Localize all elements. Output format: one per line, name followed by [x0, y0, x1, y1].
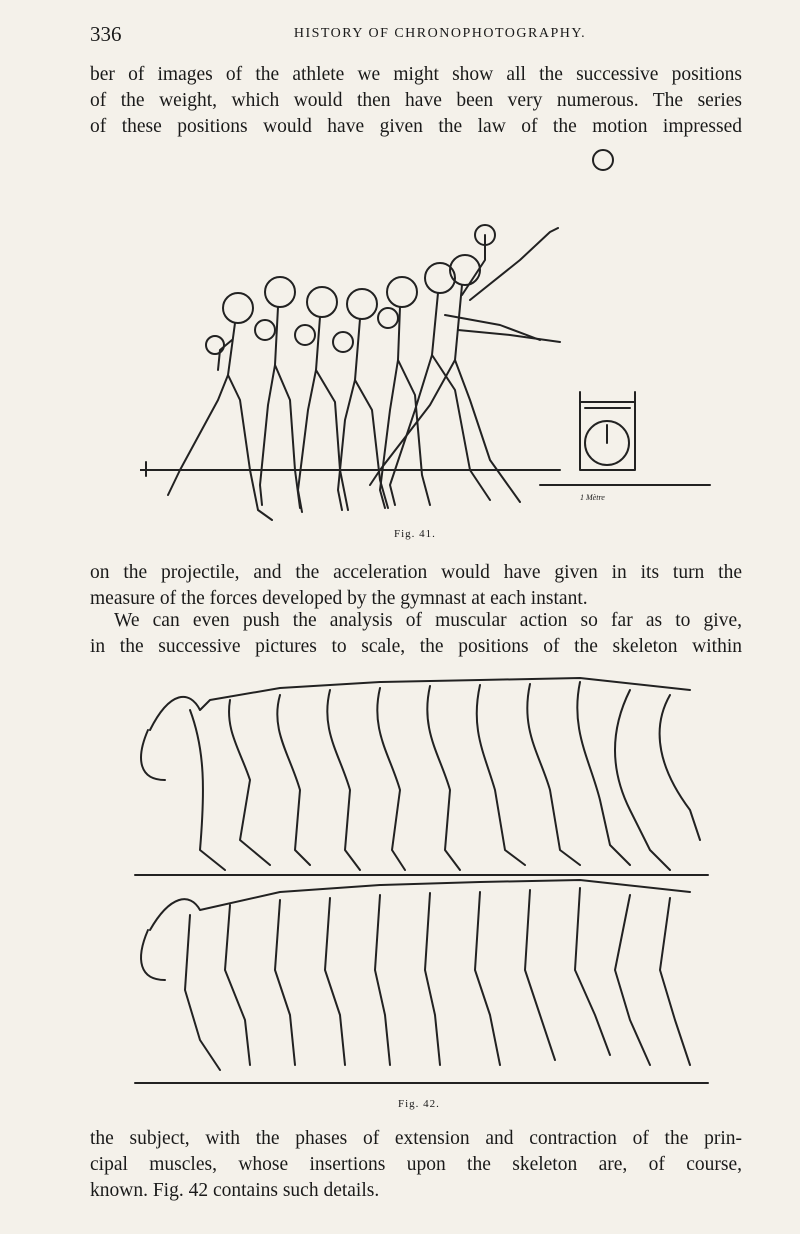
- text-line: cipal muscles, whose insertions upon the skeleton are, of course,: [90, 1154, 742, 1175]
- figure-41-athlete-illustration: [140, 140, 750, 525]
- text-line: of the weight, which would then have been very numerous. The series: [90, 90, 742, 111]
- text-line: known. Fig. 42 contains such details.: [90, 1180, 380, 1201]
- running-head: HISTORY OF CHRONOPHOTOGRAPHY.: [293, 26, 587, 41]
- paragraph-3: [90, 608, 742, 660]
- text-line: measure of the forces developed by the gymnast at each instant.: [90, 588, 588, 609]
- text-line: of these positions would have given the law of the motion impressed: [90, 116, 742, 137]
- figure-41-caption: Fig. 41.: [394, 528, 436, 540]
- figure-42-caption: Fig. 42.: [398, 1098, 440, 1110]
- text-line: in the successive pictures to scale, the positions of the skeleton within: [90, 636, 742, 657]
- text-line: We can even push the analysis of muscular action so far as to give,: [114, 610, 742, 631]
- paragraph-1: [90, 62, 742, 140]
- page-header: [90, 22, 750, 48]
- paragraph-4: [90, 1126, 742, 1204]
- scale-label: 1 Mètre: [580, 493, 605, 502]
- paragraph-2: [90, 560, 742, 612]
- page-number: 336: [90, 22, 122, 46]
- text-line: on the projectile, and the acceleration would have given in its turn the: [90, 562, 742, 583]
- figure-42-horse-illustration: [130, 670, 720, 1090]
- text-line: the subject, with the phases of extension and contraction of the prin-: [90, 1128, 742, 1149]
- text-line: ber of images of the athlete we might show all the successive positions: [90, 64, 742, 85]
